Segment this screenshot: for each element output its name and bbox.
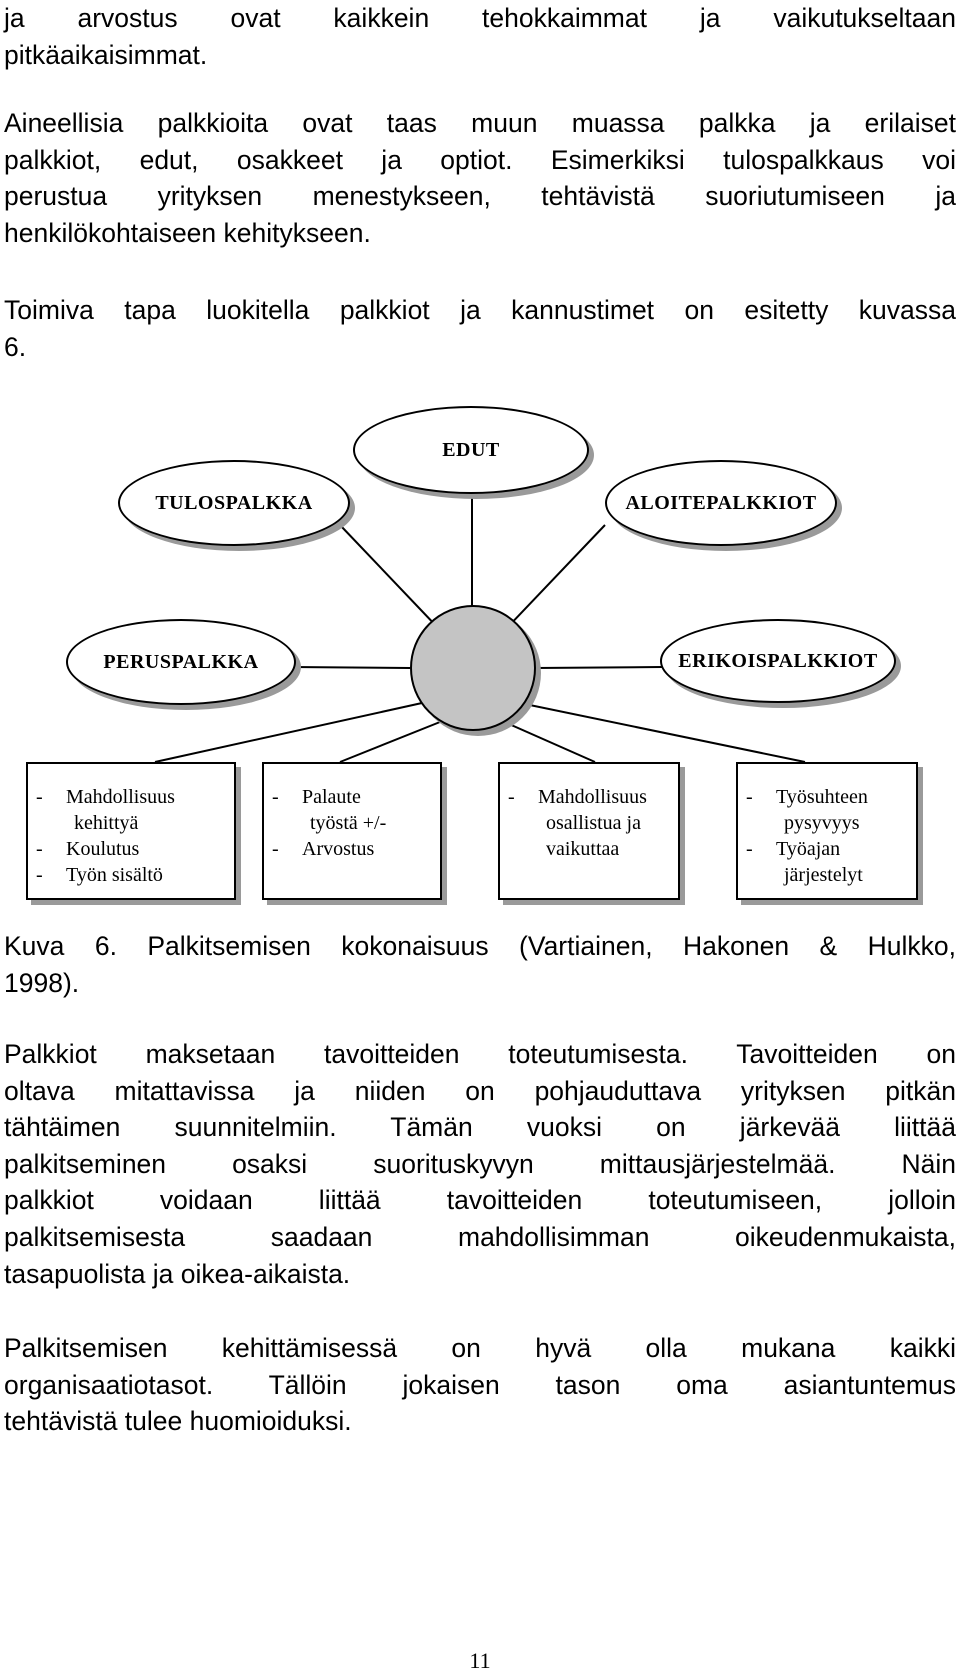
box-text: järjestelyt	[784, 864, 863, 886]
box-text: Työsuhteen	[776, 786, 868, 808]
paragraph-4	[4, 1036, 956, 1292]
text-line: 6.	[4, 331, 27, 362]
text-line: Palkkiot maksetaan tavoitteiden toteutumisesta. Tavoitteiden on	[4, 1039, 956, 1069]
center-hub	[410, 605, 536, 731]
dash: -	[36, 864, 43, 886]
connector-line	[155, 703, 422, 762]
paragraph-1	[4, 0, 956, 73]
ellipse-erikoispalkkiot	[660, 619, 896, 703]
box-tyosuhde	[736, 762, 918, 900]
box-palaute	[262, 762, 442, 900]
box-aineettomat-kehitys	[26, 762, 236, 900]
connector-line	[535, 667, 662, 668]
paragraph-2	[4, 105, 956, 251]
text-line: palkitsemisesta saadaan mahdollisimman oikeudenmukaista,	[4, 1221, 956, 1252]
dash: -	[36, 838, 43, 860]
connector-line	[290, 667, 410, 668]
figure-caption	[4, 928, 956, 1001]
text-line: tasapuolista ja oikea-aikaista.	[4, 1258, 351, 1289]
dash: -	[746, 838, 753, 860]
text-line: oltava mitattavissa ja niiden on pohjauduttava yrityksen pitkän	[4, 1075, 956, 1106]
connector-line	[520, 703, 805, 762]
connector-line	[505, 525, 605, 630]
page-number: 11	[469, 1648, 491, 1673]
text-line: organisaatiotasot. Tällöin jokaisen tason oma asiantuntemus	[4, 1369, 956, 1400]
text-line: palkkiot voidaan liittää tavoitteiden toteutumiseen, jolloin	[4, 1185, 956, 1216]
dash: -	[746, 786, 753, 808]
paragraph-5	[4, 1330, 956, 1440]
box-text: Palaute	[302, 786, 361, 808]
ellipse-tulospalkka	[118, 460, 350, 546]
ellipse-edut	[353, 406, 589, 494]
dash: -	[272, 838, 279, 860]
ellipse-label: ERIKOISPALKKIOT	[678, 649, 878, 672]
connector-line	[340, 720, 445, 762]
text-line: palkitseminen osaksi suorituskyvyn mittausjärjestelmää. Näin	[4, 1148, 956, 1179]
box-text: työstä +/-	[310, 812, 387, 834]
connector-line	[500, 720, 595, 762]
text-line: Palkitsemisen kehittämisessä on hyvä olla mukana kaikki	[4, 1333, 956, 1363]
dash: -	[508, 786, 515, 808]
text-line: perustua yrityksen menestykseen, tehtävistä suoriutumiseen ja	[4, 181, 956, 212]
box-text: Työajan	[776, 838, 841, 860]
text-line: tehtävistä tulee huomioiduksi.	[4, 1406, 352, 1437]
ellipse-aloitepalkkiot	[605, 460, 837, 546]
box-osallistuminen	[498, 762, 680, 900]
text-line: tähtäimen suunnitelmiin. Tämän vuoksi on järkevää liittää	[4, 1112, 956, 1143]
dash: -	[272, 786, 279, 808]
text-line: ja arvostus ovat kaikkein tehokkaimmat ja vaikutukseltaan	[4, 3, 956, 33]
box-text: Työn sisältö	[66, 864, 163, 886]
box-text: pysyvyys	[784, 812, 860, 834]
text-line: Kuva 6. Palkitsemisen kokonaisuus (Vartiainen, Hakonen & Hulkko,	[4, 931, 956, 961]
box-text: Koulutus	[66, 838, 140, 860]
dash: -	[36, 786, 43, 808]
text-line: palkkiot, edut, osakkeet ja optiot. Esimerkiksi tulospalkkaus voi	[4, 144, 956, 175]
paragraph-3	[4, 292, 956, 365]
ellipse-label: EDUT	[442, 438, 500, 461]
box-text: osallistua ja	[546, 812, 641, 834]
text-line: henkilökohtaiseen kehitykseen.	[4, 217, 371, 248]
ellipse-label: PERUSPALKKA	[103, 650, 259, 673]
text-line: Toimiva tapa luokitella palkkiot ja kannustimet on esitetty kuvassa	[4, 295, 956, 325]
connector-line	[340, 525, 440, 630]
text-line: Aineellisia palkkioita ovat taas muun muassa palkka ja erilaiset	[4, 108, 956, 138]
ellipse-label: ALOITEPALKKIOT	[625, 491, 817, 514]
ellipse-peruspalkka	[66, 619, 296, 705]
text-line: pitkäaikaisimmat.	[4, 39, 208, 70]
box-text: Mahdollisuus	[538, 786, 647, 808]
reward-diagram	[0, 420, 960, 920]
box-text: kehittyä	[74, 812, 139, 834]
box-text: vaikuttaa	[546, 838, 620, 860]
box-text: Arvostus	[302, 838, 375, 860]
text-line: 1998).	[4, 967, 80, 998]
box-text: Mahdollisuus	[66, 786, 175, 808]
ellipse-label: TULOSPALKKA	[155, 491, 313, 514]
